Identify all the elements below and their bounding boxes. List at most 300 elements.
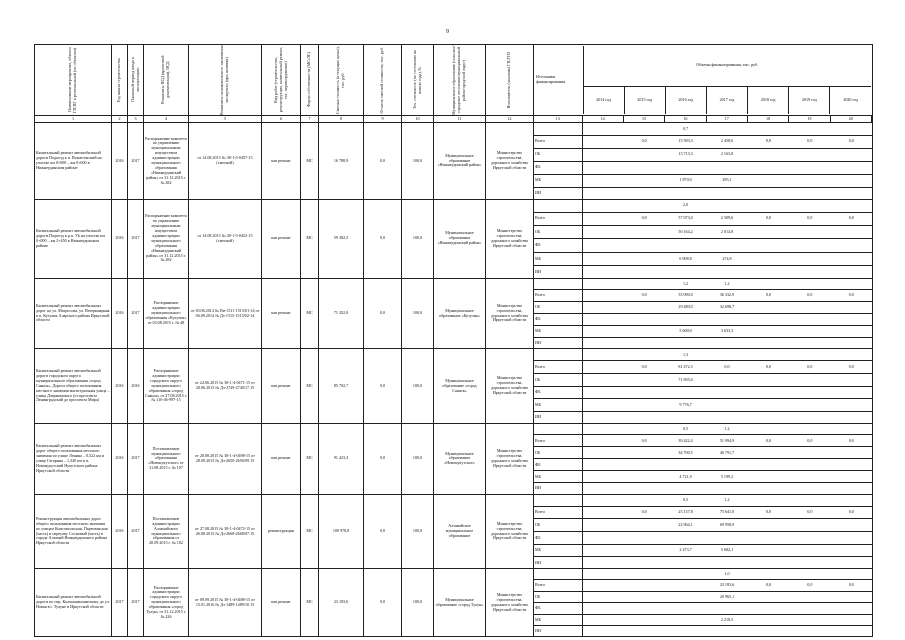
- financing-value: [706, 386, 747, 399]
- financing-source: ИИ: [534, 626, 582, 636]
- financing-line: [534, 225, 872, 238]
- financing-source: ФБ: [534, 386, 582, 399]
- financing-value: [623, 325, 664, 337]
- financing-source: ИИ: [534, 483, 582, 494]
- financing-value: [831, 569, 872, 579]
- financing-value: [623, 266, 664, 278]
- financing-value: [831, 471, 872, 483]
- financing-value: [748, 544, 789, 557]
- financing-value: 0,0: [831, 506, 872, 519]
- financing-value: [582, 337, 623, 348]
- project-muni: Муниципальное образование «Нижнеудинский район»: [434, 199, 486, 278]
- header-ready: Тех. готовность (по состоянию на начало года), %: [411, 50, 422, 110]
- project-work: кап.ремонт: [262, 123, 301, 200]
- financing-value: [665, 626, 706, 636]
- header-y2014: 2014 год: [583, 86, 624, 114]
- financing-source: ОБ: [534, 225, 582, 238]
- financing-value: [623, 412, 664, 424]
- financing-value: [623, 519, 664, 532]
- financing-source: МБ: [534, 544, 582, 557]
- financing-value: [789, 302, 830, 314]
- financing-value: 34 700,5: [665, 447, 706, 459]
- financing-line: [534, 174, 872, 187]
- project-start: 2016: [112, 494, 128, 569]
- financing-value: [582, 187, 623, 199]
- financing-value: [831, 279, 872, 290]
- project-owner: МС: [301, 123, 319, 200]
- financing-line: [534, 603, 872, 614]
- header-y2015: 2015 год: [624, 86, 665, 114]
- project-row: [35, 424, 873, 495]
- project-name: Реконструкция автомобильных дорог общего пользования местного значения по улицам Комсомольская, Партизанская (часть) и переулку Сосновый (часть) в городе Алзамай Нижнеудинского района Иркутской области: [35, 494, 112, 569]
- financing-value: [789, 337, 830, 348]
- financing-value: 1 870,0: [665, 174, 706, 187]
- financing-value: 32 698,7: [706, 302, 747, 314]
- financing-value: [582, 435, 623, 447]
- column-number: 10: [402, 116, 434, 123]
- financing-value: 2,0: [665, 200, 706, 212]
- financing-value: 0,0: [706, 361, 747, 374]
- column-number: 5: [189, 116, 262, 123]
- financing-source: ИИ: [534, 557, 582, 569]
- financing-source: МБ: [534, 325, 582, 337]
- financing-value: [623, 252, 664, 265]
- financing-value: [665, 337, 706, 348]
- financing-table: [34, 44, 873, 637]
- project-pir: Распоряжение администрации городского округа муниципального образования «город Тулун» от 31.12.2015 г. № 226: [144, 569, 189, 637]
- financing-value: [789, 591, 830, 602]
- project-doc: от 14.08.2015 № 38-1-5-0457-15 (сметной): [189, 123, 262, 200]
- financing-value: 0,0: [831, 212, 872, 225]
- financing-line: [534, 302, 872, 314]
- financing-value: [831, 302, 872, 314]
- project-pir: Распоряжение администрации муниципального образования «Кутулик» от 03.08.2015 г. № 48: [144, 278, 189, 349]
- financing-value: [582, 483, 623, 494]
- financing-line: [534, 459, 872, 471]
- financing-value: 0,0: [789, 361, 830, 374]
- project-ost: 0,0: [364, 199, 402, 278]
- project-name: Капитальный ремонт автомобильных дорог по ул. Матросова, ул. Ветеринарная в п. Кутулик Аларского района Иркутской области: [35, 278, 112, 349]
- financing-value: [831, 603, 872, 614]
- project-muni: Алзамайское муниципальное образование: [434, 494, 486, 569]
- financing-source: ОБ: [534, 374, 582, 387]
- financing-value: [665, 603, 706, 614]
- project-end: 2017: [128, 278, 144, 349]
- financing-value: [582, 325, 623, 337]
- financing-value: [582, 266, 623, 278]
- financing-source: [534, 349, 582, 361]
- financing-value: 50 164,2: [665, 225, 706, 238]
- financing-line: [534, 337, 872, 348]
- financing-value: [748, 266, 789, 278]
- project-name: Капитальный ремонт автомобильной дороги Подъезд к п. Вознесенский на участке км 0+000 – км 0+600 в Нижнеудинском районе: [35, 123, 112, 200]
- financing-source: [534, 569, 582, 579]
- financing-value: 0,0: [623, 506, 664, 519]
- financing-value: 29 480,0: [665, 302, 706, 314]
- financing-line: [534, 399, 872, 412]
- financing-line: [534, 591, 872, 602]
- financing-value: [582, 314, 623, 326]
- financing-value: [623, 532, 664, 545]
- financing-value: 274,8: [706, 252, 747, 265]
- financing-value: 0,0: [789, 435, 830, 447]
- financing-value: 22 964,1: [665, 519, 706, 532]
- financing-value: [582, 495, 623, 507]
- financing-value: [582, 557, 623, 569]
- project-end: 2017: [128, 569, 144, 637]
- financing-value: [748, 374, 789, 387]
- financing-value: [706, 161, 747, 174]
- financing-value: [623, 424, 664, 435]
- financing-line: [534, 519, 872, 532]
- financing-value: [582, 148, 623, 161]
- financing-value: [748, 447, 789, 459]
- header-src: Источники финансирования: [535, 46, 583, 114]
- financing-cell: [534, 424, 873, 495]
- financing-value: [623, 591, 664, 602]
- financing-cell: [534, 199, 873, 278]
- financing-value: 0,5: [665, 424, 706, 435]
- financing-source: МБ: [534, 399, 582, 412]
- financing-source: [534, 279, 582, 290]
- project-cost: 23 183,6: [319, 569, 364, 637]
- financing-value: [623, 603, 664, 614]
- financing-value: 2 163,8: [706, 148, 747, 161]
- financing-line: [534, 569, 872, 579]
- financing-value: [623, 187, 664, 199]
- column-number: 14: [582, 116, 623, 122]
- financing-value: [831, 314, 872, 326]
- financing-value: [706, 314, 747, 326]
- financing-value: [706, 459, 747, 471]
- financing-value: 35 090,0: [665, 290, 706, 302]
- financing-value: [789, 200, 830, 212]
- project-ost: 0,0: [364, 278, 402, 349]
- financing-value: [748, 174, 789, 187]
- financing-value: [789, 161, 830, 174]
- header-muni: Муниципальное образование (сельское/городское поселение/муниципальный район/городской округ): [451, 45, 466, 115]
- financing-value: [706, 200, 747, 212]
- financing-line: [534, 212, 872, 225]
- financing-value: [623, 279, 664, 290]
- project-work: кап.ремонт: [262, 199, 301, 278]
- header-end: Плановый период ввода в эксплуатацию: [129, 57, 140, 103]
- financing-value: [665, 614, 706, 625]
- financing-value: 0,0: [748, 212, 789, 225]
- project-doc: от 24.06.2015 № 38-1-4-0471-15 от 20.06.2015 № Дз-2749-2740/17.15: [189, 349, 262, 424]
- project-owner: МС: [301, 494, 319, 569]
- financing-cell: [534, 349, 873, 424]
- financing-source: ИИ: [534, 266, 582, 278]
- financing-value: 0,0: [623, 135, 664, 148]
- financing-line: [534, 544, 872, 557]
- financing-value: 0,0: [831, 135, 872, 148]
- financing-value: [831, 325, 872, 337]
- financing-value: 9 776,7: [665, 399, 706, 412]
- financing-line: [534, 374, 872, 387]
- financing-source: Всего: [534, 212, 582, 225]
- financing-value: [831, 557, 872, 569]
- column-number: 8: [319, 116, 364, 123]
- financing-source: [534, 123, 582, 135]
- financing-value: 2 309,6: [706, 212, 747, 225]
- column-number: 9: [364, 116, 402, 123]
- financing-source: МБ: [534, 252, 582, 265]
- financing-value: [789, 557, 830, 569]
- financing-value: 2 473,7: [665, 544, 706, 557]
- financing-value: [831, 447, 872, 459]
- financing-value: [706, 187, 747, 199]
- financing-value: [831, 544, 872, 557]
- financing-value: [623, 544, 664, 557]
- financing-value: 0,0: [831, 361, 872, 374]
- financing-value: 0,0: [748, 361, 789, 374]
- financing-source: МБ: [534, 471, 582, 483]
- financing-value: [748, 187, 789, 199]
- financing-value: [623, 459, 664, 471]
- financing-value: 4 721,9: [665, 471, 706, 483]
- financing-value: [582, 506, 623, 519]
- project-name: Капитальный ремонт автомобильной дороги городского округа муниципального образования «город Саянск», Дорога общего пользования местного значения магистральная улица – улица Дзержинского (от проспекта Ленинградский до проспекта Мира): [35, 349, 112, 424]
- financing-value: [789, 266, 830, 278]
- project-ost: 0,0: [364, 494, 402, 569]
- financing-value: [706, 557, 747, 569]
- financing-value: [748, 302, 789, 314]
- financing-value: 46 791,7: [706, 447, 747, 459]
- financing-line: [534, 447, 872, 459]
- project-cost: 71 352,0: [319, 278, 364, 349]
- financing-value: [831, 412, 872, 424]
- financing-value: [623, 314, 664, 326]
- financing-value: [582, 544, 623, 557]
- project-work: кап.ремонт: [262, 569, 301, 637]
- financing-line: [534, 123, 872, 135]
- financing-line: [534, 557, 872, 569]
- project-ready: 100,0: [402, 494, 434, 569]
- financing-source: МБ: [534, 174, 582, 187]
- financing-value: [748, 337, 789, 348]
- project-end: 2017: [128, 123, 144, 200]
- project-row: [35, 123, 873, 200]
- financing-value: [831, 266, 872, 278]
- financing-line: [534, 325, 872, 337]
- financing-value: [748, 626, 789, 636]
- project-row: [35, 199, 873, 278]
- financing-value: [706, 483, 747, 494]
- financing-value: 13 713,3: [665, 148, 706, 161]
- financing-line: [534, 626, 872, 636]
- financing-value: [789, 239, 830, 252]
- financing-value: [582, 174, 623, 187]
- financing-value: [748, 349, 789, 361]
- financing-value: 0,0: [748, 580, 789, 591]
- financing-value: [623, 239, 664, 252]
- financing-source: ФБ: [534, 603, 582, 614]
- financing-cell: [534, 494, 873, 569]
- financing-source: [534, 495, 582, 507]
- financing-value: [748, 557, 789, 569]
- project-doc: от 14.08.2015 № 38-1-5-0452-15 (сметной): [189, 199, 262, 278]
- project-ready: 100,0: [402, 199, 434, 278]
- financing-value: [582, 399, 623, 412]
- project-pir: Постановление муниципального образования «Новонукутское» от 31.08.2015 г. № 107: [144, 424, 189, 495]
- financing-value: [582, 239, 623, 252]
- financing-value: [623, 447, 664, 459]
- project-end: 2017: [128, 494, 144, 569]
- financing-value: 51 994,9: [706, 435, 747, 447]
- financing-value: [665, 314, 706, 326]
- financing-value: [789, 483, 830, 494]
- project-start: 2016: [112, 199, 128, 278]
- financing-value: [582, 200, 623, 212]
- financing-value: [748, 569, 789, 579]
- financing-value: [665, 459, 706, 471]
- financing-value: 0,5: [665, 495, 706, 507]
- financing-value: 1,2: [665, 279, 706, 290]
- project-work: кап.ремонт: [262, 278, 301, 349]
- project-end: 2016: [128, 349, 144, 424]
- financing-value: 0,0: [789, 290, 830, 302]
- financing-source: [534, 200, 582, 212]
- financing-value: 57 073,0: [665, 212, 706, 225]
- financing-value: 39 422,4: [665, 435, 706, 447]
- header-y2016: 2016 год: [665, 86, 706, 114]
- financing-line: [534, 290, 872, 302]
- financing-value: [665, 557, 706, 569]
- financing-value: 5 682,1: [706, 544, 747, 557]
- financing-value: [582, 225, 623, 238]
- column-number: 3: [128, 116, 144, 123]
- financing-value: 0,0: [623, 212, 664, 225]
- financing-source: Всего: [534, 580, 582, 591]
- project-start: 2017: [112, 569, 128, 637]
- financing-value: [582, 290, 623, 302]
- header-cost: Сметная стоимость (в текущих ценах), тыс. руб.: [335, 46, 345, 114]
- financing-source: Всего: [534, 361, 582, 374]
- project-doc: от 27.08.2015 № 38-1-4-0472-15 от 26.08.2015 № Дз-2668-2668/07.15: [189, 494, 262, 569]
- financing-value: [748, 471, 789, 483]
- financing-value: 2 218,5: [706, 614, 747, 625]
- financing-value: [831, 252, 872, 265]
- financing-value: 0,0: [748, 135, 789, 148]
- financing-line: [534, 614, 872, 625]
- financing-value: [623, 123, 664, 135]
- financing-value: [665, 386, 706, 399]
- project-muni: Муниципальное образование «город Тулун»: [434, 569, 486, 637]
- project-owner: МС: [301, 349, 319, 424]
- financing-source: ОБ: [534, 447, 582, 459]
- financing-value: [582, 361, 623, 374]
- project-ready: 100,0: [402, 569, 434, 637]
- financing-value: [623, 302, 664, 314]
- financing-value: [831, 495, 872, 507]
- financing-source: Всего: [534, 506, 582, 519]
- financing-value: [706, 337, 747, 348]
- project-grbs: Министерство строительства, дорожного хозяйства Иркутской области: [486, 199, 534, 278]
- financing-value: [831, 349, 872, 361]
- financing-value: [665, 591, 706, 602]
- financing-value: 20 965,1: [706, 591, 747, 602]
- financing-value: 0,0: [831, 580, 872, 591]
- financing-value: [582, 519, 623, 532]
- financing-value: 2 014,8: [706, 225, 747, 238]
- financing-value: [623, 374, 664, 387]
- project-cost: 91 423,3: [319, 424, 364, 495]
- financing-value: [623, 174, 664, 187]
- financing-value: [623, 161, 664, 174]
- financing-value: [582, 386, 623, 399]
- financing-value: [623, 569, 664, 579]
- header-y2017: 2017 год: [706, 86, 747, 114]
- financing-value: [582, 614, 623, 625]
- project-work: кап.ремонт: [262, 349, 301, 424]
- financing-value: [748, 603, 789, 614]
- financing-line: [534, 200, 872, 212]
- page-number: 9: [446, 29, 449, 35]
- project-start: 2016: [112, 123, 128, 200]
- financing-line: [534, 279, 872, 290]
- project-ost: 0,0: [364, 123, 402, 200]
- financing-value: 15 583,3: [665, 135, 706, 148]
- financing-source: ФБ: [534, 459, 582, 471]
- financing-value: [748, 225, 789, 238]
- financing-value: 2 458,6: [706, 135, 747, 148]
- financing-value: [789, 399, 830, 412]
- financing-value: [582, 374, 623, 387]
- financing-value: [831, 200, 872, 212]
- financing-line: [534, 386, 872, 399]
- project-muni: Муниципальное образование «Новонукутское»: [434, 424, 486, 495]
- financing-source: ИИ: [534, 412, 582, 424]
- project-ost: 0,0: [364, 424, 402, 495]
- financing-value: [789, 424, 830, 435]
- project-cost: 100 978,8: [319, 494, 364, 569]
- financing-value: [789, 447, 830, 459]
- header-doc: Реквизиты положительного заключения экспертизы (при наличии): [219, 45, 229, 115]
- financing-value: 0,0: [623, 290, 664, 302]
- financing-value: [789, 325, 830, 337]
- financing-value: [748, 386, 789, 399]
- financing-source: ИИ: [534, 187, 582, 199]
- header-pir: Реквизиты ПСД (проектной документации), ПСД: [160, 55, 170, 105]
- header-work: Вид работ (строительство, реконструкция, капитальный ремонт, тех. перевооружение): [272, 47, 288, 113]
- financing-value: 0,0: [789, 580, 830, 591]
- financing-value: [831, 225, 872, 238]
- financing-value: [789, 279, 830, 290]
- financing-line: [534, 135, 872, 148]
- financing-value: [748, 239, 789, 252]
- financing-value: [706, 412, 747, 424]
- project-row: [35, 494, 873, 569]
- financing-value: [831, 239, 872, 252]
- project-doc: от 28.08.2015 № 38-1-4-0498-15 от 28.09.2015 № Дз-2650-2650/09.15: [189, 424, 262, 495]
- financing-value: [665, 483, 706, 494]
- financing-value: [706, 374, 747, 387]
- financing-cell: [534, 278, 873, 349]
- financing-value: [789, 459, 830, 471]
- financing-value: [748, 314, 789, 326]
- financing-value: [582, 591, 623, 602]
- project-owner: МС: [301, 278, 319, 349]
- financing-value: 6 908,8: [665, 252, 706, 265]
- financing-value: [831, 187, 872, 199]
- financing-value: [582, 471, 623, 483]
- financing-value: 75 641,0: [706, 506, 747, 519]
- project-owner: МС: [301, 424, 319, 495]
- project-cost: 16 788,9: [319, 123, 364, 200]
- financing-value: 0,0: [623, 435, 664, 447]
- financing-source: ФБ: [534, 314, 582, 326]
